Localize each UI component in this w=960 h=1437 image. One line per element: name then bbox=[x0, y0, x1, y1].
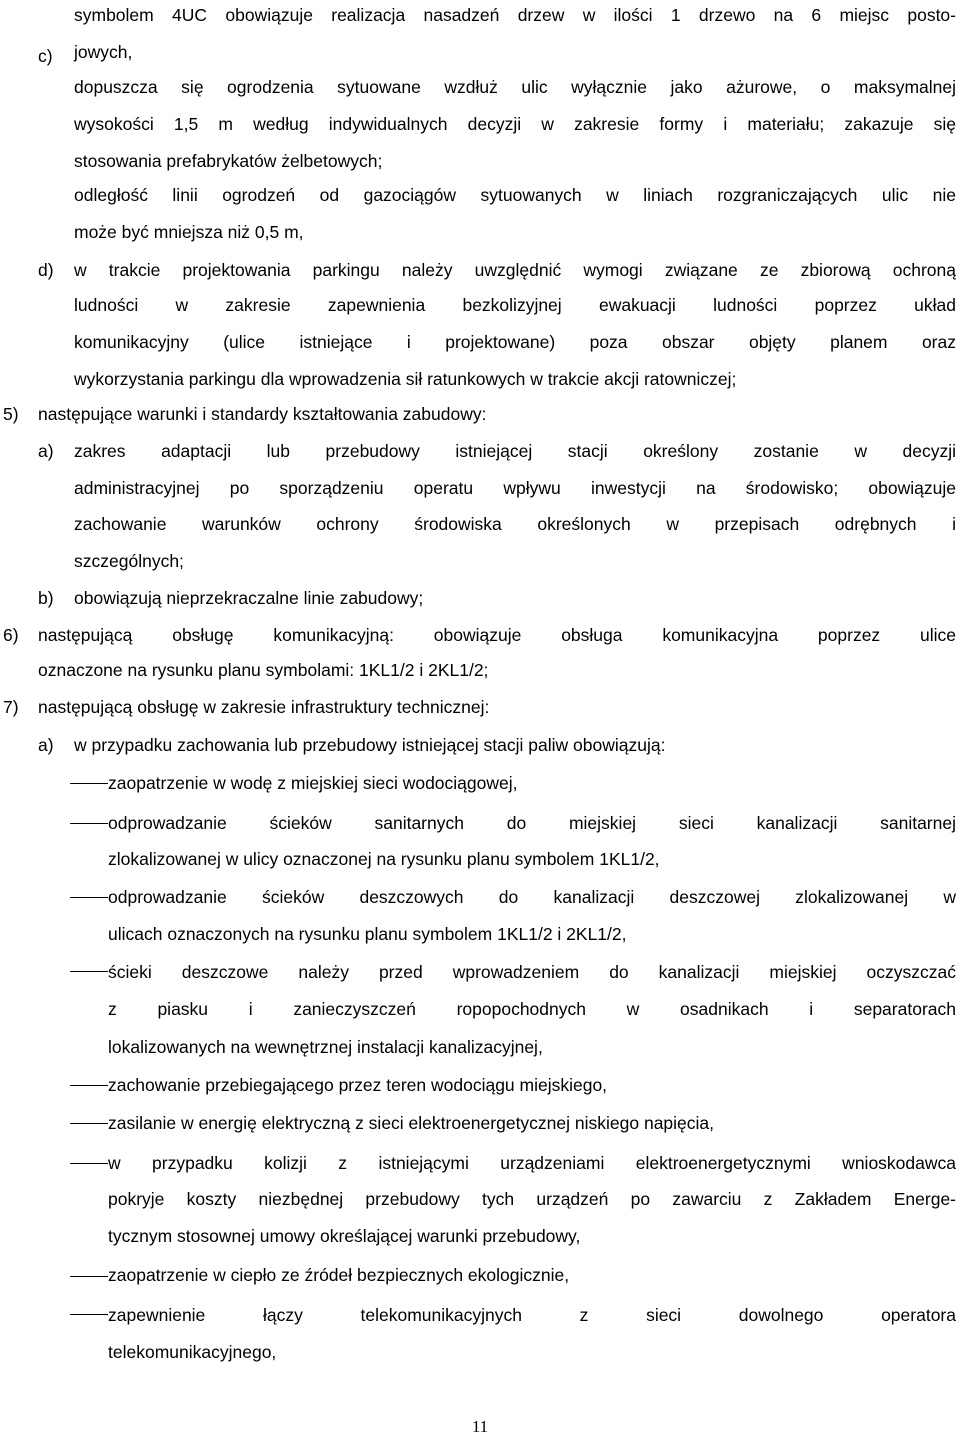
text-line: pokryje koszty niezbędnej przebudowy tych urządzeń po zawarciu z Zakładem Energe- bbox=[108, 1189, 956, 1209]
text-line: z piasku i zanieczyszczeń ropopochodnych w osadnikach i separatorach bbox=[108, 999, 956, 1019]
list-label-a-infra: a) bbox=[38, 735, 54, 755]
text-line: jowych, bbox=[74, 42, 133, 62]
text-line: może być mniejsza niż 0,5 m, bbox=[74, 222, 304, 242]
text-line: ścieki deszczowe należy przed wprowadzeniem do kanalizacji miejskiej oczyszczać bbox=[108, 962, 956, 982]
dash-bullet bbox=[70, 1314, 108, 1315]
text-line: odprowadzanie ścieków sanitarnych do miejskiej sieci kanalizacji sanitarnej bbox=[108, 813, 956, 833]
text-line: w trakcie projektowania parkingu należy uwzględnić wymogi związane ze zbiorową ochroną bbox=[74, 260, 956, 280]
dash-bullet bbox=[70, 897, 108, 898]
list-label-7: 7) bbox=[3, 697, 19, 717]
text-line: zasilanie w energię elektryczną z sieci elektroenergetycznej niskiego napięcia, bbox=[108, 1113, 715, 1133]
text-line: telekomunikacyjnego, bbox=[108, 1342, 277, 1362]
text-line: zlokalizowanej w ulicy oznaczonej na rysunku planu symbolem 1KL1/2, bbox=[108, 849, 660, 869]
text-line: w przypadku kolizji z istniejącymi urządzeniami elektroenergetycznymi wnioskodawca bbox=[108, 1153, 956, 1173]
text-line: zachowanie przebiegającego przez teren wodociągu miejskiego, bbox=[108, 1075, 608, 1095]
text-line: tycznym stosownej umowy określającej warunki przebudowy, bbox=[108, 1226, 581, 1246]
text-line: dopuszcza się ogrodzenia sytuowane wzdłuż ulic wyłącznie jako ażurowe, o maksymalnej bbox=[74, 77, 956, 97]
text-line: zaopatrzenie w ciepło ze źródeł bezpiecznych ekologicznie, bbox=[108, 1265, 570, 1285]
text-line: zakres adaptacji lub przebudowy istniejącej stacji określony zostanie w decyzji bbox=[74, 441, 956, 461]
text-line: następującą obsługę komunikacyjną: obowiązuje obsługa komunikacyjna poprzez ulice bbox=[38, 625, 956, 645]
text-line: wysokości 1,5 m według indywidualnych decyzji w zakresie formy i materiału; zakazuje się bbox=[74, 114, 956, 134]
text-line: komunikacyjny (ulice istniejące i projektowane) poza obszar objęty planem oraz bbox=[74, 332, 956, 352]
dash-bullet bbox=[70, 1163, 108, 1164]
list-label-a: a) bbox=[38, 441, 54, 461]
text-line: odległość linii ogrodzeń od gazociągów sytuowanych w liniach rozgraniczających ulic nie bbox=[74, 185, 956, 205]
list-label-b: b) bbox=[38, 588, 54, 608]
text-line: oznaczone na rysunku planu symbolami: 1KL1/2 i 2KL1/2; bbox=[38, 660, 489, 680]
text-line: ludności w zakresie zapewnienia bezkolizyjnej ewakuacji ludności poprzez układ bbox=[74, 295, 956, 315]
text-line: szczególnych; bbox=[74, 551, 184, 571]
text-line: administracyjnej po sporządzeniu operatu wpływu inwestycji na środowisko; obowiązuje bbox=[74, 478, 956, 498]
text-line: zapewnienie łączy telekomunikacyjnych z sieci dowolnego operatora bbox=[108, 1305, 956, 1325]
list-label-c: c) bbox=[38, 46, 53, 66]
list-label-6: 6) bbox=[3, 625, 19, 645]
dash-bullet bbox=[70, 1123, 108, 1124]
list-label-d: d) bbox=[38, 260, 54, 280]
text-line: następującą obsługę w zakresie infrastruktury technicznej: bbox=[38, 697, 490, 717]
text-line: lokalizowanych na wewnętrznej instalacji kanalizacyjnej, bbox=[108, 1037, 543, 1057]
text-line: ulicach oznaczonych na rysunku planu symbolem 1KL1/2 i 2KL1/2, bbox=[108, 924, 627, 944]
page-number: 11 bbox=[471, 1417, 489, 1436]
dash-bullet bbox=[70, 823, 108, 824]
text-line: następujące warunki i standardy kształtowania zabudowy: bbox=[38, 404, 487, 424]
text-line: w przypadku zachowania lub przebudowy istniejącej stacji paliw obowiązują: bbox=[74, 735, 666, 755]
text-line: obowiązują nieprzekraczalne linie zabudowy; bbox=[74, 588, 424, 608]
text-line: wykorzystania parkingu dla wprowadzenia sił ratunkowych w trakcie akcji ratowniczej; bbox=[74, 369, 737, 389]
text-line: symbolem 4UC obowiązuje realizacja nasadzeń drzew w ilości 1 drzewo na 6 miejsc posto- bbox=[74, 5, 956, 25]
dash-bullet bbox=[70, 1276, 108, 1277]
text-line: stosowania prefabrykatów żelbetowych; bbox=[74, 151, 383, 171]
list-label-5: 5) bbox=[3, 404, 19, 424]
text-line: zaopatrzenie w wodę z miejskiej sieci wodociągowej, bbox=[108, 773, 518, 793]
text-line: odprowadzanie ścieków deszczowych do kanalizacji deszczowej zlokalizowanej w bbox=[108, 887, 956, 907]
dash-bullet bbox=[70, 971, 108, 972]
text-line: zachowanie warunków ochrony środowiska określonych w przepisach odrębnych i bbox=[74, 514, 956, 534]
dash-bullet bbox=[70, 1085, 108, 1086]
dash-bullet bbox=[70, 783, 108, 784]
